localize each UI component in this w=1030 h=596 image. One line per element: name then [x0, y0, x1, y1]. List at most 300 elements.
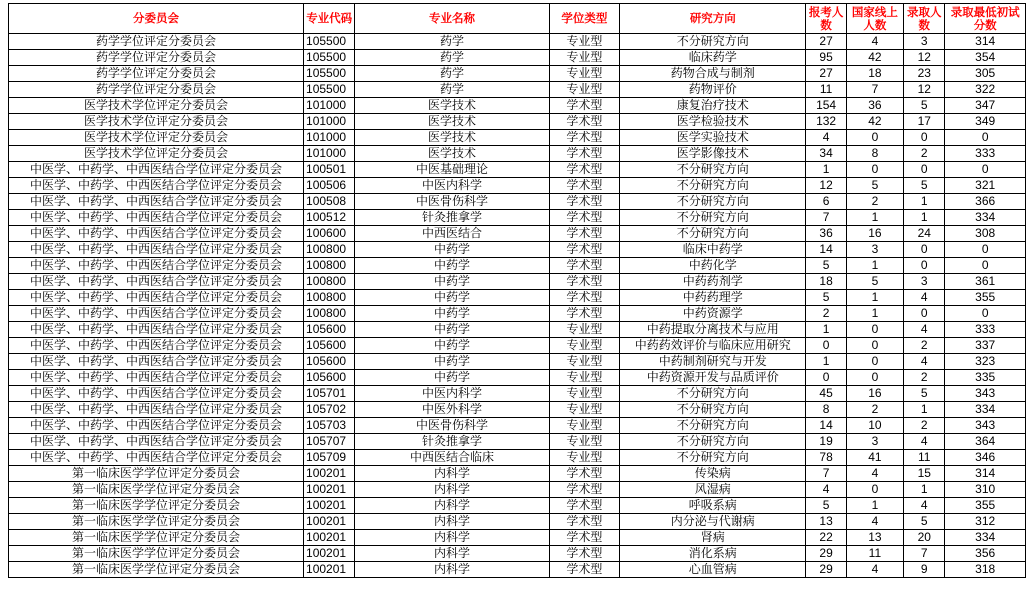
table-row — [9, 162, 1026, 178]
cell-name: 药学 — [355, 66, 549, 82]
cell-type: 专业型 — [549, 434, 619, 450]
cell-direction: 医学实验技术 — [620, 130, 806, 146]
table-row — [9, 370, 1026, 386]
cell-applicants: 8 — [806, 402, 846, 418]
cell-type: 专业型 — [549, 418, 619, 434]
cell-applicants: 29 — [806, 562, 846, 578]
cell-committee: 中医学、中药学、中西医结合学位评定分委员会 — [9, 194, 304, 210]
cell-admitted: 5 — [904, 98, 945, 114]
table-row — [9, 450, 1026, 466]
cell-above-line: 36 — [846, 98, 903, 114]
cell-type: 专业型 — [549, 338, 619, 354]
cell-committee: 中医学、中药学、中西医结合学位评定分委员会 — [9, 402, 304, 418]
cell-applicants: 154 — [806, 98, 846, 114]
cell-committee: 中医学、中药学、中西医结合学位评定分委员会 — [9, 450, 304, 466]
header-row — [9, 4, 1026, 34]
cell-applicants: 22 — [806, 530, 846, 546]
cell-committee: 中医学、中药学、中西医结合学位评定分委员会 — [9, 338, 304, 354]
cell-type: 专业型 — [549, 354, 619, 370]
cell-committee: 医学技术学位评定分委员会 — [9, 114, 304, 130]
table-row — [9, 514, 1026, 530]
cell-applicants: 1 — [806, 354, 846, 370]
cell-committee: 中医学、中药学、中西医结合学位评定分委员会 — [9, 386, 304, 402]
cell-direction: 中药药剂学 — [620, 274, 806, 290]
cell-name: 中药学 — [355, 338, 549, 354]
cell-applicants: 12 — [806, 178, 846, 194]
cell-applicants: 13 — [806, 514, 846, 530]
cell-direction: 临床药学 — [620, 50, 806, 66]
table-row — [9, 50, 1026, 66]
table-row — [9, 546, 1026, 562]
cell-min-score: 305 — [945, 66, 1026, 82]
cell-type: 学术型 — [549, 194, 619, 210]
cell-above-line: 2 — [846, 194, 903, 210]
cell-above-line: 4 — [846, 514, 903, 530]
cell-type: 专业型 — [549, 322, 619, 338]
cell-admitted: 2 — [904, 338, 945, 354]
cell-name: 内科学 — [355, 514, 549, 530]
cell-min-score: 308 — [945, 226, 1026, 242]
cell-committee: 中医学、中药学、中西医结合学位评定分委员会 — [9, 418, 304, 434]
cell-code: 101000 — [304, 146, 355, 162]
cell-type: 学术型 — [549, 210, 619, 226]
cell-min-score: 361 — [945, 274, 1026, 290]
table-row — [9, 114, 1026, 130]
table-row — [9, 194, 1026, 210]
cell-type: 学术型 — [549, 146, 619, 162]
cell-min-score: 0 — [945, 162, 1026, 178]
cell-admitted: 24 — [904, 226, 945, 242]
cell-name: 内科学 — [355, 466, 549, 482]
admissions-table — [8, 3, 1026, 578]
cell-code: 100201 — [304, 482, 355, 498]
cell-above-line: 0 — [846, 162, 903, 178]
table-row — [9, 434, 1026, 450]
cell-committee: 中医学、中药学、中西医结合学位评定分委员会 — [9, 322, 304, 338]
cell-applicants: 1 — [806, 162, 846, 178]
table-row — [9, 418, 1026, 434]
cell-name: 中药学 — [355, 322, 549, 338]
cell-name: 中医内科学 — [355, 386, 549, 402]
cell-direction: 风湿病 — [620, 482, 806, 498]
header-name: 专业名称 — [355, 4, 549, 34]
cell-committee: 中医学、中药学、中西医结合学位评定分委员会 — [9, 274, 304, 290]
cell-min-score: 355 — [945, 498, 1026, 514]
cell-above-line: 42 — [846, 114, 903, 130]
cell-type: 学术型 — [549, 546, 619, 562]
cell-admitted: 5 — [904, 386, 945, 402]
cell-applicants: 14 — [806, 242, 846, 258]
cell-name: 针灸推拿学 — [355, 434, 549, 450]
cell-name: 内科学 — [355, 498, 549, 514]
cell-type: 专业型 — [549, 370, 619, 386]
cell-name: 医学技术 — [355, 114, 549, 130]
table-row — [9, 466, 1026, 482]
cell-above-line: 1 — [846, 258, 903, 274]
cell-direction: 中药提取分离技术与应用 — [620, 322, 806, 338]
table-row — [9, 498, 1026, 514]
cell-name: 内科学 — [355, 482, 549, 498]
cell-type: 专业型 — [549, 82, 619, 98]
cell-min-score: 322 — [945, 82, 1026, 98]
cell-code: 100800 — [304, 258, 355, 274]
cell-type: 学术型 — [549, 514, 619, 530]
header-type: 学位类型 — [549, 4, 619, 34]
cell-admitted: 2 — [904, 146, 945, 162]
cell-direction: 医学检验技术 — [620, 114, 806, 130]
cell-above-line: 0 — [846, 354, 903, 370]
cell-direction: 中药资源学 — [620, 306, 806, 322]
cell-above-line: 16 — [846, 226, 903, 242]
cell-code: 105600 — [304, 370, 355, 386]
header-direction: 研究方向 — [620, 4, 806, 34]
cell-admitted: 17 — [904, 114, 945, 130]
cell-code: 105703 — [304, 418, 355, 434]
cell-admitted: 0 — [904, 162, 945, 178]
table-row — [9, 354, 1026, 370]
cell-applicants: 78 — [806, 450, 846, 466]
table-row — [9, 82, 1026, 98]
cell-min-score: 354 — [945, 50, 1026, 66]
cell-name: 中药学 — [355, 274, 549, 290]
cell-type: 学术型 — [549, 178, 619, 194]
cell-name: 医学技术 — [355, 130, 549, 146]
cell-above-line: 4 — [846, 562, 903, 578]
cell-above-line: 5 — [846, 178, 903, 194]
cell-applicants: 2 — [806, 306, 846, 322]
cell-admitted: 3 — [904, 34, 945, 50]
cell-admitted: 4 — [904, 322, 945, 338]
cell-admitted: 0 — [904, 130, 945, 146]
cell-min-score: 333 — [945, 322, 1026, 338]
cell-min-score: 318 — [945, 562, 1026, 578]
cell-name: 药学 — [355, 50, 549, 66]
cell-min-score: 321 — [945, 178, 1026, 194]
cell-type: 学术型 — [549, 290, 619, 306]
cell-above-line: 11 — [846, 546, 903, 562]
cell-direction: 中药化学 — [620, 258, 806, 274]
cell-above-line: 8 — [846, 146, 903, 162]
cell-min-score: 349 — [945, 114, 1026, 130]
cell-code: 100512 — [304, 210, 355, 226]
cell-name: 内科学 — [355, 546, 549, 562]
cell-applicants: 4 — [806, 482, 846, 498]
cell-applicants: 7 — [806, 210, 846, 226]
cell-type: 专业型 — [549, 34, 619, 50]
cell-type: 学术型 — [549, 466, 619, 482]
cell-min-score: 310 — [945, 482, 1026, 498]
cell-min-score: 335 — [945, 370, 1026, 386]
cell-applicants: 18 — [806, 274, 846, 290]
cell-above-line: 10 — [846, 418, 903, 434]
cell-admitted: 15 — [904, 466, 945, 482]
cell-type: 专业型 — [549, 386, 619, 402]
cell-name: 医学技术 — [355, 98, 549, 114]
cell-direction: 不分研究方向 — [620, 418, 806, 434]
cell-code: 105701 — [304, 386, 355, 402]
cell-code: 100201 — [304, 530, 355, 546]
cell-name: 中医外科学 — [355, 402, 549, 418]
cell-admitted: 2 — [904, 370, 945, 386]
cell-above-line: 0 — [846, 130, 903, 146]
cell-min-score: 314 — [945, 466, 1026, 482]
cell-type: 学术型 — [549, 162, 619, 178]
cell-direction: 不分研究方向 — [620, 34, 806, 50]
table-row — [9, 290, 1026, 306]
cell-committee: 中医学、中药学、中西医结合学位评定分委员会 — [9, 306, 304, 322]
cell-code: 100508 — [304, 194, 355, 210]
cell-code: 105500 — [304, 50, 355, 66]
cell-code: 101000 — [304, 114, 355, 130]
cell-admitted: 4 — [904, 290, 945, 306]
cell-admitted: 2 — [904, 418, 945, 434]
cell-above-line: 3 — [846, 434, 903, 450]
cell-admitted: 4 — [904, 498, 945, 514]
table-row — [9, 402, 1026, 418]
cell-admitted: 1 — [904, 194, 945, 210]
cell-min-score: 0 — [945, 130, 1026, 146]
cell-above-line: 16 — [846, 386, 903, 402]
cell-admitted: 9 — [904, 562, 945, 578]
cell-committee: 医学技术学位评定分委员会 — [9, 130, 304, 146]
cell-admitted: 23 — [904, 66, 945, 82]
cell-applicants: 14 — [806, 418, 846, 434]
table-row — [9, 306, 1026, 322]
header-above-line: 国家线上人数 — [846, 4, 903, 34]
cell-code: 105702 — [304, 402, 355, 418]
header-committee: 分委员会 — [9, 4, 304, 34]
table-row — [9, 274, 1026, 290]
cell-type: 专业型 — [549, 66, 619, 82]
cell-name: 内科学 — [355, 530, 549, 546]
cell-direction: 消化系病 — [620, 546, 806, 562]
cell-committee: 中医学、中药学、中西医结合学位评定分委员会 — [9, 290, 304, 306]
cell-admitted: 1 — [904, 210, 945, 226]
cell-applicants: 0 — [806, 370, 846, 386]
cell-applicants: 7 — [806, 466, 846, 482]
cell-type: 学术型 — [549, 530, 619, 546]
cell-type: 专业型 — [549, 402, 619, 418]
cell-admitted: 1 — [904, 482, 945, 498]
cell-above-line: 0 — [846, 322, 903, 338]
cell-name: 中西医结合临床 — [355, 450, 549, 466]
cell-committee: 药学学位评定分委员会 — [9, 50, 304, 66]
cell-committee: 中医学、中药学、中西医结合学位评定分委员会 — [9, 178, 304, 194]
cell-committee: 医学技术学位评定分委员会 — [9, 146, 304, 162]
cell-code: 105500 — [304, 82, 355, 98]
cell-committee: 第一临床医学学位评定分委员会 — [9, 482, 304, 498]
cell-applicants: 29 — [806, 546, 846, 562]
cell-admitted: 0 — [904, 242, 945, 258]
cell-applicants: 5 — [806, 290, 846, 306]
cell-code: 100800 — [304, 242, 355, 258]
cell-applicants: 45 — [806, 386, 846, 402]
cell-name: 药学 — [355, 34, 549, 50]
table-row — [9, 178, 1026, 194]
table-row — [9, 530, 1026, 546]
cell-direction: 不分研究方向 — [620, 450, 806, 466]
cell-direction: 不分研究方向 — [620, 386, 806, 402]
cell-committee: 第一临床医学学位评定分委员会 — [9, 498, 304, 514]
cell-admitted: 7 — [904, 546, 945, 562]
cell-min-score: 346 — [945, 450, 1026, 466]
cell-admitted: 3 — [904, 274, 945, 290]
cell-above-line: 2 — [846, 402, 903, 418]
cell-applicants: 95 — [806, 50, 846, 66]
cell-name: 中医骨伤科学 — [355, 418, 549, 434]
table-row — [9, 66, 1026, 82]
table-row — [9, 34, 1026, 50]
cell-min-score: 0 — [945, 306, 1026, 322]
cell-type: 学术型 — [549, 130, 619, 146]
cell-direction: 肾病 — [620, 530, 806, 546]
cell-min-score: 355 — [945, 290, 1026, 306]
cell-direction: 药物评价 — [620, 82, 806, 98]
cell-committee: 第一临床医学学位评定分委员会 — [9, 466, 304, 482]
cell-applicants: 27 — [806, 34, 846, 50]
cell-direction: 不分研究方向 — [620, 226, 806, 242]
cell-direction: 不分研究方向 — [620, 178, 806, 194]
cell-name: 内科学 — [355, 562, 549, 578]
cell-committee: 第一临床医学学位评定分委员会 — [9, 562, 304, 578]
cell-code: 105600 — [304, 354, 355, 370]
header-applicants: 报考人数 — [806, 4, 846, 34]
table-row — [9, 210, 1026, 226]
cell-applicants: 6 — [806, 194, 846, 210]
table-row — [9, 98, 1026, 114]
cell-code: 105500 — [304, 34, 355, 50]
cell-code: 105707 — [304, 434, 355, 450]
cell-min-score: 334 — [945, 530, 1026, 546]
cell-direction: 不分研究方向 — [620, 162, 806, 178]
cell-code: 100501 — [304, 162, 355, 178]
cell-committee: 中医学、中药学、中西医结合学位评定分委员会 — [9, 210, 304, 226]
cell-code: 100800 — [304, 290, 355, 306]
cell-min-score: 0 — [945, 242, 1026, 258]
cell-committee: 中医学、中药学、中西医结合学位评定分委员会 — [9, 434, 304, 450]
cell-applicants: 5 — [806, 258, 846, 274]
cell-min-score: 333 — [945, 146, 1026, 162]
table-row — [9, 322, 1026, 338]
cell-admitted: 12 — [904, 50, 945, 66]
cell-min-score: 366 — [945, 194, 1026, 210]
cell-committee: 第一临床医学学位评定分委员会 — [9, 530, 304, 546]
table-row — [9, 482, 1026, 498]
table-row — [9, 146, 1026, 162]
cell-name: 药学 — [355, 82, 549, 98]
cell-applicants: 36 — [806, 226, 846, 242]
cell-above-line: 0 — [846, 482, 903, 498]
cell-type: 学术型 — [549, 562, 619, 578]
cell-type: 学术型 — [549, 258, 619, 274]
cell-applicants: 0 — [806, 338, 846, 354]
cell-min-score: 314 — [945, 34, 1026, 50]
cell-above-line: 18 — [846, 66, 903, 82]
cell-direction: 内分泌与代谢病 — [620, 514, 806, 530]
cell-admitted: 5 — [904, 514, 945, 530]
cell-committee: 中医学、中药学、中西医结合学位评定分委员会 — [9, 258, 304, 274]
cell-code: 100800 — [304, 306, 355, 322]
cell-committee: 药学学位评定分委员会 — [9, 82, 304, 98]
cell-min-score: 334 — [945, 210, 1026, 226]
cell-name: 中医基础理论 — [355, 162, 549, 178]
cell-type: 学术型 — [549, 274, 619, 290]
cell-code: 100506 — [304, 178, 355, 194]
cell-committee: 中医学、中药学、中西医结合学位评定分委员会 — [9, 162, 304, 178]
cell-admitted: 0 — [904, 258, 945, 274]
cell-admitted: 0 — [904, 306, 945, 322]
cell-min-score: 343 — [945, 386, 1026, 402]
cell-applicants: 5 — [806, 498, 846, 514]
cell-applicants: 27 — [806, 66, 846, 82]
cell-direction: 传染病 — [620, 466, 806, 482]
cell-name: 医学技术 — [355, 146, 549, 162]
cell-admitted: 11 — [904, 450, 945, 466]
cell-applicants: 11 — [806, 82, 846, 98]
cell-committee: 中医学、中药学、中西医结合学位评定分委员会 — [9, 226, 304, 242]
cell-type: 学术型 — [549, 306, 619, 322]
cell-code: 105600 — [304, 322, 355, 338]
cell-above-line: 1 — [846, 306, 903, 322]
cell-committee: 药学学位评定分委员会 — [9, 66, 304, 82]
table-row — [9, 258, 1026, 274]
cell-direction: 心血管病 — [620, 562, 806, 578]
table-row — [9, 130, 1026, 146]
cell-type: 学术型 — [549, 114, 619, 130]
table-row — [9, 338, 1026, 354]
cell-direction: 不分研究方向 — [620, 210, 806, 226]
cell-code: 101000 — [304, 98, 355, 114]
cell-min-score: 356 — [945, 546, 1026, 562]
cell-type: 学术型 — [549, 98, 619, 114]
cell-above-line: 4 — [846, 34, 903, 50]
cell-name: 中药学 — [355, 354, 549, 370]
cell-min-score: 364 — [945, 434, 1026, 450]
cell-min-score: 337 — [945, 338, 1026, 354]
header-code: 专业代码 — [304, 4, 355, 34]
table-row — [9, 386, 1026, 402]
cell-name: 中药学 — [355, 370, 549, 386]
cell-min-score: 343 — [945, 418, 1026, 434]
cell-admitted: 1 — [904, 402, 945, 418]
cell-name: 针灸推拿学 — [355, 210, 549, 226]
cell-code: 100201 — [304, 562, 355, 578]
cell-admitted: 4 — [904, 354, 945, 370]
cell-above-line: 42 — [846, 50, 903, 66]
cell-code: 101000 — [304, 130, 355, 146]
table-row — [9, 562, 1026, 578]
cell-above-line: 1 — [846, 210, 903, 226]
cell-code: 105709 — [304, 450, 355, 466]
cell-min-score: 347 — [945, 98, 1026, 114]
cell-applicants: 4 — [806, 130, 846, 146]
cell-min-score: 312 — [945, 514, 1026, 530]
cell-admitted: 4 — [904, 434, 945, 450]
cell-admitted: 20 — [904, 530, 945, 546]
cell-name: 中医内科学 — [355, 178, 549, 194]
cell-committee: 中医学、中药学、中西医结合学位评定分委员会 — [9, 370, 304, 386]
cell-code: 100800 — [304, 274, 355, 290]
cell-direction: 医学影像技术 — [620, 146, 806, 162]
cell-direction: 中药资源开发与品质评价 — [620, 370, 806, 386]
cell-above-line: 0 — [846, 338, 903, 354]
cell-direction: 中药药理学 — [620, 290, 806, 306]
cell-type: 学术型 — [549, 498, 619, 514]
table-row — [9, 242, 1026, 258]
cell-above-line: 5 — [846, 274, 903, 290]
header-min-score: 录取最低初试分数 — [945, 4, 1026, 34]
cell-name: 中西医结合 — [355, 226, 549, 242]
